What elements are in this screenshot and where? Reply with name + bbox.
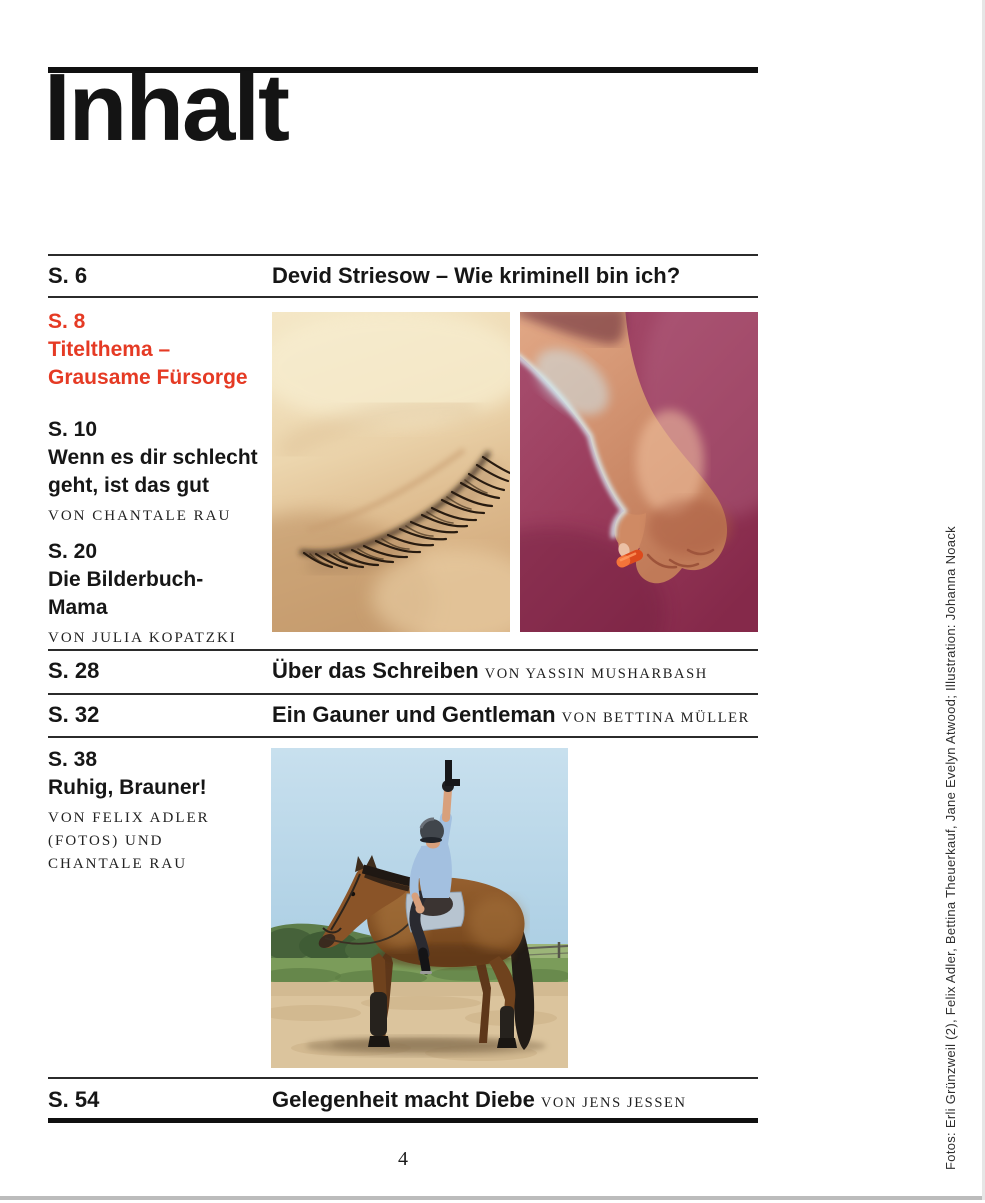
closed-eye-photo (272, 312, 510, 632)
toc-byline: VON BETTINA MÜLLER (561, 710, 750, 726)
toc-entry-s38 (48, 746, 274, 876)
toc-entry-s20 (48, 538, 274, 650)
toc-entry-title (272, 702, 750, 728)
divider (48, 693, 758, 695)
toc-title-line: Mama (48, 596, 108, 619)
toc-byline: VON CHANTALE RAU (48, 508, 232, 524)
toc-row-s6 (48, 263, 758, 297)
toc-page-number: S. 8 (48, 310, 86, 333)
closed-eye-illustration (272, 312, 510, 632)
toc-byline: VON JENS JESSEN (540, 1095, 687, 1111)
toc-byline (48, 807, 274, 876)
toc-title-text: Ein Gauner und Gentleman (272, 702, 556, 727)
toc-page-number: S. 32 (48, 702, 100, 727)
bottom-rule (48, 1118, 758, 1123)
page-title: Inhalt (44, 54, 288, 161)
toc-title-line: Titelthema – (48, 338, 171, 361)
toc-row-s32 (48, 702, 758, 736)
divider (48, 1077, 758, 1079)
toc-row-s54 (48, 1087, 758, 1121)
toc-byline: VON YASSIN MUSHARBASH (484, 666, 708, 682)
toc-entry-title: Devid Striesow – Wie kriminell bin ich? (272, 263, 681, 288)
toc-page-number: S. 10 (48, 418, 98, 441)
divider (48, 736, 758, 738)
toc-title-line: Wenn es dir schlecht (48, 446, 258, 469)
divider (48, 296, 758, 298)
horse-rider-photo (271, 748, 568, 1068)
toc-byline: VON JULIA KOPATZKI (48, 630, 237, 646)
byline-line: CHANTALE RAU (48, 856, 188, 872)
hand-pill-illustration (520, 312, 758, 632)
toc-title-text: Über das Schreiben (272, 658, 479, 683)
page-number: 4 (398, 1148, 408, 1170)
toc-entry-s8 (48, 308, 274, 392)
toc-row-s28 (48, 658, 758, 692)
toc-page-number: S. 20 (48, 540, 98, 563)
toc-entry-title (272, 658, 708, 684)
photo-credit-vertical: Fotos: Erli Grünzweil (2), Felix Adler, Bettina Theuerkauf, Jane Evelyn Atwood; Illustration: Johanna Noack (943, 526, 958, 1170)
toc-entry-title (272, 1087, 687, 1113)
byline-line: (FOTOS) UND (48, 833, 164, 849)
toc-page-number: S. 28 (48, 658, 100, 683)
hand-pill-photo (520, 312, 758, 632)
toc-title-line: Grausame Fürsorge (48, 366, 248, 389)
toc-page-number: S. 6 (48, 263, 88, 288)
byline-line: VON FELIX ADLER (48, 810, 210, 826)
toc-page-number: S. 38 (48, 748, 98, 771)
toc-title-line: geht, ist das gut (48, 474, 210, 497)
toc-entry-s10 (48, 416, 274, 528)
horse-rider-illustration (271, 748, 568, 1068)
toc-title-text: Gelegenheit macht Diebe (272, 1087, 535, 1112)
toc-title-line: Die Bilderbuch- (48, 568, 204, 591)
toc-page-number: S. 54 (48, 1087, 100, 1112)
toc-title-line: Ruhig, Brauner! (48, 776, 207, 799)
divider (48, 254, 758, 256)
page-edge-bottom (0, 1196, 985, 1200)
divider (48, 649, 758, 651)
